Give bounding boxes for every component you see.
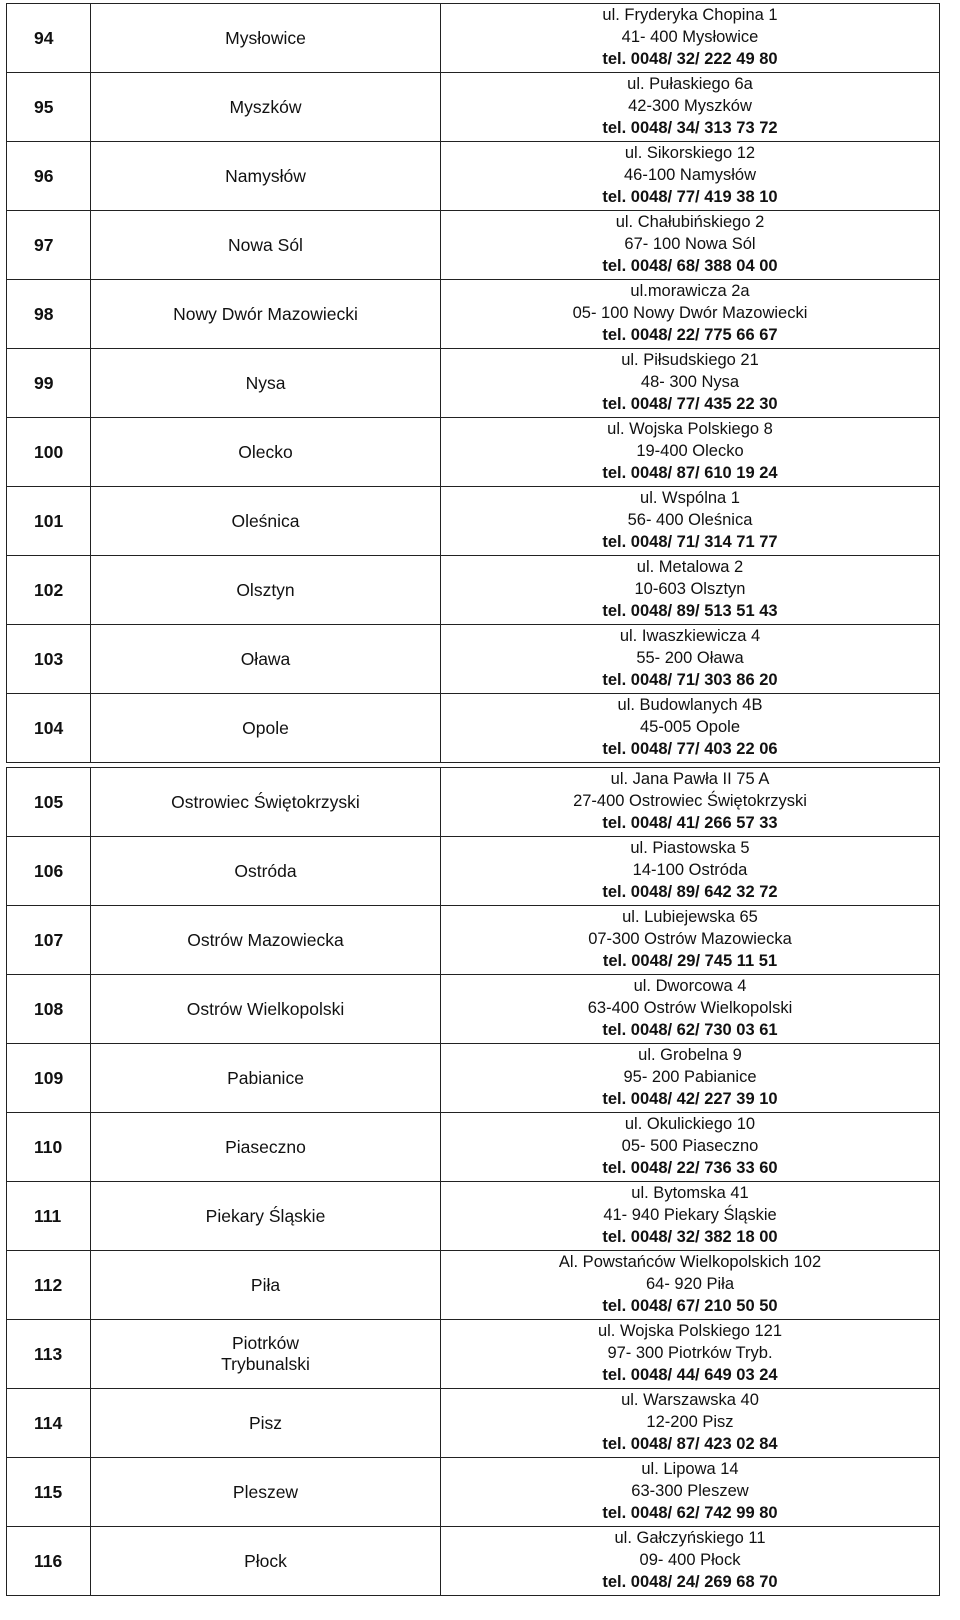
address-cell [441,694,940,763]
street-address: ul. Dworcowa 4 [633,977,747,996]
city-label: Płock [244,1550,287,1571]
phone-number: tel. 0048/ 71/ 314 71 77 [602,532,778,551]
street-address: ul. Gałczyńskiego 11 [614,1529,766,1548]
table-row [7,4,940,73]
row-number: 106 [7,837,91,906]
row-number: 113 [7,1320,91,1389]
city-name [91,418,441,487]
row-number: 116 [7,1527,91,1596]
postal-code: 46-100 Namysłów [623,166,757,185]
row-number: 109 [7,1044,91,1113]
city-name [91,768,441,837]
city-name [91,1527,441,1596]
city-name [91,1389,441,1458]
city-name [91,4,441,73]
table-row [7,418,940,487]
row-number: 101 [7,487,91,556]
postal-code: 56- 400 Oleśnica [627,511,753,530]
postal-code: 41- 940 Piekary Śląskie [603,1206,777,1225]
address-cell [441,1182,940,1251]
city-name [91,73,441,142]
city-label: Pabianice [227,1067,304,1088]
city-label: Ostrów Mazowiecka [187,929,344,950]
postal-code: 64- 920 Piła [645,1275,735,1294]
street-address: ul. Chałubińskiego 2 [615,213,765,232]
city-label: Nowy Dwór Mazowiecki [173,303,358,324]
postal-code: 42-300 Myszków [628,97,752,116]
street-address: ul. Wspólna 1 [640,489,740,508]
row-number: 100 [7,418,91,487]
city-label: Piaseczno [225,1136,306,1157]
phone-number: tel. 0048/ 29/ 745 11 51 [602,951,778,970]
table-body [7,4,940,1596]
address-cell [441,73,940,142]
phone-number: tel. 0048/ 22/ 736 33 60 [602,1158,778,1177]
phone-number: tel. 0048/ 67/ 210 50 50 [602,1296,778,1315]
row-number: 98 [7,280,91,349]
address-cell [441,487,940,556]
postal-code: 48- 300 Nysa [640,373,740,392]
postal-code: 97- 300 Piotrków Tryb. [607,1344,773,1363]
city-label: Piekary Śląskie [205,1205,326,1226]
postal-code: 05- 500 Piaseczno [621,1137,759,1156]
address-cell [441,1320,940,1389]
row-number: 111 [7,1182,91,1251]
address-cell [441,1044,940,1113]
phone-number: tel. 0048/ 32/ 382 18 00 [602,1227,778,1246]
street-address: ul. Piastowska 5 [630,839,750,858]
city-name [91,837,441,906]
city-name [91,280,441,349]
postal-code: 09- 400 Płock [639,1551,741,1570]
city-label: Pisz [248,1412,283,1433]
address-cell [441,556,940,625]
row-number: 110 [7,1113,91,1182]
street-address: ul. Wojska Polskiego 8 [607,420,773,439]
row-number: 112 [7,1251,91,1320]
city-label: Olecko [238,441,293,462]
table-row [7,142,940,211]
postal-code: 12-200 Pisz [646,1413,734,1432]
table-row [7,975,940,1044]
row-number: 96 [7,142,91,211]
city-label: Myszków [229,96,302,117]
city-label: Opole [242,717,289,738]
postal-code: 63-300 Pleszew [631,1482,749,1501]
address-cell [441,1113,940,1182]
phone-number: tel. 0048/ 62/ 742 99 80 [602,1503,778,1522]
city-name [91,349,441,418]
table-row [7,906,940,975]
address-cell [441,1251,940,1320]
table-row [7,487,940,556]
city-name [91,1182,441,1251]
city-name [91,142,441,211]
phone-number: tel. 0048/ 44/ 649 03 24 [602,1365,778,1384]
table-row [7,1251,940,1320]
city-label: Olsztyn [236,579,295,600]
phone-number: tel. 0048/ 22/ 775 66 67 [602,325,778,344]
postal-code: 67- 100 Nowa Sól [624,235,756,254]
phone-number: tel. 0048/ 68/ 388 04 00 [602,256,778,275]
address-cell [441,837,940,906]
address-cell [441,768,940,837]
row-number: 104 [7,694,91,763]
address-cell [441,906,940,975]
city-label: Namysłów [225,165,306,186]
branch-address-table [6,3,940,1596]
postal-code: 10-603 Olsztyn [634,580,746,599]
row-number: 97 [7,211,91,280]
row-number: 99 [7,349,91,418]
postal-code: 05- 100 Nowy Dwór Mazowiecki [572,304,808,323]
postal-code: 95- 200 Pabianice [623,1068,757,1087]
street-address: ul.morawicza 2a [630,282,750,301]
table-row [7,837,940,906]
street-address: ul. Lipowa 14 [641,1460,739,1479]
street-address: ul. Iwaszkiewicza 4 [619,627,761,646]
city-label: Nowa Sól [228,234,303,255]
phone-number: tel. 0048/ 77/ 403 22 06 [602,739,778,758]
table-row [7,1320,940,1389]
address-cell [441,418,940,487]
table-row [7,694,940,763]
phone-number: tel. 0048/ 34/ 313 73 72 [602,118,778,137]
table-row [7,1044,940,1113]
city-label: Ostróda [234,860,297,881]
address-cell [441,280,940,349]
phone-number: tel. 0048/ 89/ 513 51 43 [602,601,778,620]
postal-code: 45-005 Opole [640,718,740,737]
address-cell [441,211,940,280]
table-row [7,349,940,418]
table-row [7,768,940,837]
city-label: Ostrów Wielkopolski [186,998,345,1019]
address-cell [441,142,940,211]
phone-number: tel. 0048/ 71/ 303 86 20 [602,670,778,689]
city-label: Pleszew [232,1481,299,1502]
postal-code: 07-300 Ostrów Mazowiecka [588,930,792,949]
street-address: ul. Metalowa 2 [636,558,744,577]
row-number: 102 [7,556,91,625]
street-address: ul. Wojska Polskiego 121 [597,1322,783,1341]
street-address: ul. Jana Pawła II 75 A [610,770,770,789]
city-name [91,211,441,280]
phone-number: tel. 0048/ 32/ 222 49 80 [602,49,778,68]
row-number: 103 [7,625,91,694]
city-name [91,625,441,694]
street-address: ul. Fryderyka Chopina 1 [602,6,778,25]
address-cell [441,349,940,418]
street-address: ul. Bytomska 41 [631,1184,749,1203]
postal-code: 27-400 Ostrowiec Świętokrzyski [573,792,807,811]
street-address: ul. Lubiejewska 65 [622,908,758,927]
table-row [7,1458,940,1527]
table-row [7,211,940,280]
postal-code: 41- 400 Mysłowice [621,28,759,47]
table-row [7,1182,940,1251]
row-number: 115 [7,1458,91,1527]
city-name [91,487,441,556]
street-address: ul. Grobelna 9 [638,1046,742,1065]
postal-code: 14-100 Ostróda [632,861,748,880]
street-address: ul. Warszawska 40 [621,1391,759,1410]
table-row [7,73,940,142]
city-name [91,1044,441,1113]
table-row [7,556,940,625]
street-address: ul. Sikorskiego 12 [624,144,756,163]
table-row [7,1389,940,1458]
city-name [91,1320,441,1389]
address-cell [441,1389,940,1458]
phone-number: tel. 0048/ 41/ 266 57 33 [602,813,778,832]
address-cell [441,1458,940,1527]
table-row [7,1113,940,1182]
address-cell [441,4,940,73]
row-number: 114 [7,1389,91,1458]
city-name [91,1113,441,1182]
city-name [91,556,441,625]
phone-number: tel. 0048/ 24/ 269 68 70 [602,1572,778,1591]
city-label: Oława [240,648,291,669]
street-address: ul. Pułaskiego 6a [627,75,753,94]
phone-number: tel. 0048/ 42/ 227 39 10 [602,1089,778,1108]
row-number: 94 [7,4,91,73]
postal-code: 55- 200 Oława [636,649,744,668]
street-address: ul. Piłsudskiego 21 [621,351,759,370]
city-label: Ostrowiec Świętokrzyski [171,791,360,812]
city-name [91,975,441,1044]
city-label: Nysa [245,372,286,393]
address-cell [441,1527,940,1596]
row-number: 95 [7,73,91,142]
table-row [7,280,940,349]
row-number: 105 [7,768,91,837]
table-row [7,625,940,694]
city-label: Oleśnica [231,510,300,531]
row-number: 107 [7,906,91,975]
phone-number: tel. 0048/ 62/ 730 03 61 [602,1020,778,1039]
city-name [91,1458,441,1527]
postal-code: 63-400 Ostrów Wielkopolski [587,999,793,1018]
phone-number: tel. 0048/ 89/ 642 32 72 [602,882,778,901]
phone-number: tel. 0048/ 77/ 419 38 10 [602,187,778,206]
city-label: Mysłowice [225,27,306,48]
address-cell [441,975,940,1044]
street-address: ul. Okulickiego 10 [624,1115,756,1134]
city-label: Piła [250,1274,281,1295]
row-number: 108 [7,975,91,1044]
phone-number: tel. 0048/ 87/ 423 02 84 [602,1434,778,1453]
city-label: Piotrków Trybunalski [221,1333,310,1374]
street-address: ul. Budowlanych 4B [617,696,763,715]
street-address: Al. Powstańców Wielkopolskich 102 [558,1253,822,1272]
table-row [7,1527,940,1596]
city-name [91,694,441,763]
city-name [91,1251,441,1320]
phone-number: tel. 0048/ 77/ 435 22 30 [602,394,778,413]
postal-code: 19-400 Olecko [636,442,744,461]
phone-number: tel. 0048/ 87/ 610 19 24 [602,463,778,482]
address-cell [441,625,940,694]
city-name [91,906,441,975]
